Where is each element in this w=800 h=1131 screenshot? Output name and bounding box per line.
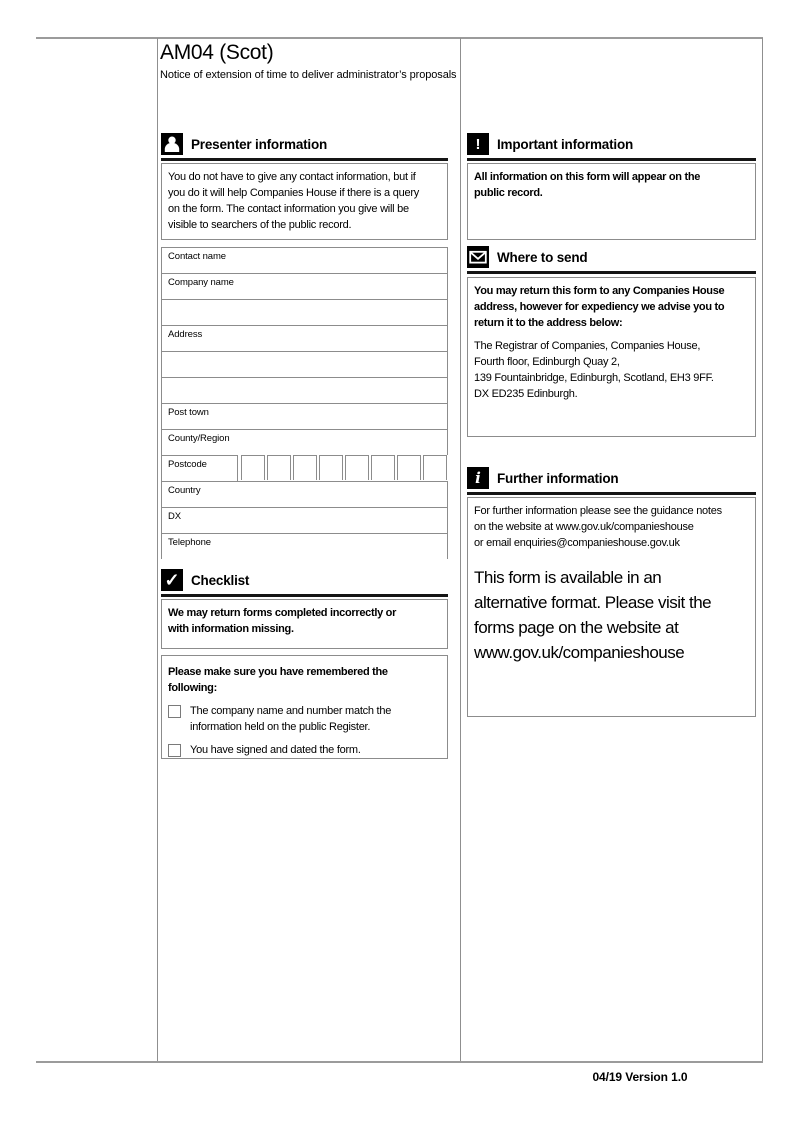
further-info-section-header <box>467 467 756 489</box>
field-label <box>162 352 447 355</box>
postcode-cell[interactable] <box>371 455 395 480</box>
checklist-warning-box <box>161 599 448 649</box>
field-label: Postcode <box>168 459 207 470</box>
presenter-description-box <box>161 163 448 240</box>
postcode-cell[interactable] <box>397 455 421 480</box>
form-title: AM04 (Scot) <box>160 41 274 64</box>
right-margin-rule <box>762 38 763 1061</box>
page-top-rule <box>36 37 763 39</box>
text-line: We may return forms completed incorrectly or <box>168 607 397 619</box>
field-county-region[interactable] <box>161 429 448 455</box>
postcode-cell[interactable] <box>267 455 291 480</box>
presenter-heading: Presenter information <box>191 136 328 152</box>
field-label: Post town <box>168 407 209 418</box>
column-divider-rule <box>460 38 461 1061</box>
checklist-item-text <box>190 703 391 735</box>
where-to-send-section-header <box>467 246 756 268</box>
field-telephone[interactable] <box>161 533 448 559</box>
important-section-header <box>467 133 756 155</box>
checkmark-icon: ✓ <box>161 569 183 591</box>
field-label: Contact name <box>168 251 226 262</box>
field-address-cont[interactable] <box>161 351 448 377</box>
address-line: 139 Fountainbridge, Edinburgh, Scotland, EH3 9FF. <box>474 372 714 384</box>
field-label: Country <box>168 485 201 496</box>
checklist-reminder-box <box>161 655 448 759</box>
text-line: or email enquiries@companieshouse.gov.uk <box>474 537 680 549</box>
field-label <box>162 378 447 381</box>
form-header <box>160 41 456 81</box>
left-margin-rule <box>157 38 158 1061</box>
version-footer: 04/19 Version 1.0 <box>592 1070 688 1084</box>
info-icon: i <box>467 467 489 489</box>
presenter-header-rule <box>161 158 448 161</box>
text-line: Please make sure you have remembered the <box>168 666 388 678</box>
text-line: on the form. The contact information you give will be <box>168 203 409 215</box>
text-line: You do not have to give any contact information, but if <box>168 171 416 183</box>
alternative-format-note <box>474 565 751 665</box>
text-line: You may return this form to any Companies House <box>474 285 725 297</box>
further-info-box <box>467 497 756 717</box>
text-line: forms page on the website at <box>474 618 679 637</box>
field-address-cont-2[interactable] <box>161 377 448 403</box>
text-line: you do it will help Companies House if there is a query <box>168 187 419 199</box>
field-company-name[interactable] <box>161 273 448 299</box>
text-line: public record. <box>474 187 543 199</box>
text-line: This form is available in an <box>474 568 662 587</box>
return-address <box>474 338 751 402</box>
address-line: The Registrar of Companies, Companies House, <box>474 340 701 352</box>
field-label: Address <box>168 329 203 340</box>
further-info-header-rule <box>467 492 756 495</box>
checkbox[interactable] <box>168 705 181 718</box>
text-line: The company name and number match the <box>190 705 392 717</box>
important-header-rule <box>467 158 756 161</box>
checklist-item <box>168 742 443 758</box>
postcode-label-box <box>161 455 238 481</box>
where-to-send-heading: Where to send <box>497 249 588 265</box>
field-label: Telephone <box>168 537 211 548</box>
important-box <box>467 163 756 240</box>
address-line: DX ED235 Edinburgh. <box>474 388 578 400</box>
important-heading: Important information <box>497 136 634 152</box>
field-contact-name[interactable] <box>161 247 448 273</box>
field-post-town[interactable] <box>161 403 448 429</box>
presenter-section-header <box>161 133 448 155</box>
checkbox[interactable] <box>168 744 181 757</box>
field-label: County/Region <box>168 433 230 444</box>
text-line: alternative format. Please visit the <box>474 593 712 612</box>
postcode-cell[interactable] <box>319 455 343 480</box>
field-label <box>162 300 447 303</box>
field-label: Company name <box>168 277 234 288</box>
postcode-cell[interactable] <box>293 455 317 480</box>
person-icon <box>161 133 183 155</box>
text-line: following: <box>168 682 217 694</box>
text-line: For further information please see the guidance notes <box>474 505 722 517</box>
checklist-item-text <box>190 742 361 758</box>
text-line: You have signed and dated the form. <box>190 744 361 756</box>
text-line: address, however for expediency we advise you to <box>474 301 725 313</box>
further-info-heading: Further information <box>497 470 619 486</box>
where-to-send-header-rule <box>467 271 756 274</box>
exclamation-icon: ! <box>467 133 489 155</box>
where-to-send-box <box>467 277 756 437</box>
envelope-icon <box>467 246 489 268</box>
postcode-cell[interactable] <box>423 455 447 480</box>
field-country[interactable] <box>161 481 448 507</box>
field-dx[interactable] <box>161 507 448 533</box>
address-line: Fourth floor, Edinburgh Quay 2, <box>474 356 620 368</box>
checklist-heading: Checklist <box>191 572 250 588</box>
postcode-cell[interactable] <box>345 455 369 480</box>
text-line: return it to the address below: <box>474 317 623 329</box>
text-line: with information missing. <box>168 623 294 635</box>
field-address[interactable] <box>161 325 448 351</box>
text-line: visible to searchers of the public record. <box>168 219 352 231</box>
field-label: DX <box>168 511 181 522</box>
page-bottom-rule <box>36 1061 763 1063</box>
field-company-name-cont[interactable] <box>161 299 448 325</box>
checklist-item <box>168 703 443 735</box>
text-line: All information on this form will appear on the <box>474 171 701 183</box>
text-line: www.gov.uk/companieshouse <box>474 643 685 662</box>
checklist-section-header <box>161 569 448 591</box>
text-line: on the website at www.gov.uk/companieshouse <box>474 521 694 533</box>
form-subtitle: Notice of extension of time to deliver administrator’s proposals <box>160 69 457 81</box>
checklist-header-rule <box>161 594 448 597</box>
field-postcode-row <box>161 455 448 481</box>
postcode-cell[interactable] <box>241 455 265 480</box>
text-line: information held on the public Register. <box>190 721 371 733</box>
